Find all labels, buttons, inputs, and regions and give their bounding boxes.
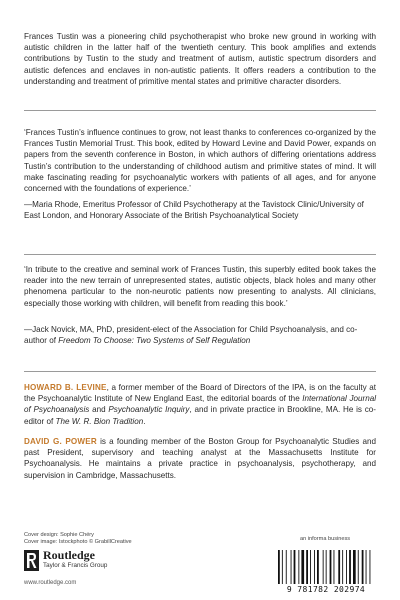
publisher-name: Routledge — [43, 548, 95, 562]
book-description: Frances Tustin was a pioneering child psychotherapist who broke new ground in working with autistic children in the latter half of the twentieth century. This book amplifies and extends contributions by Tustin to the study and treatment of autism, autistic spectrum disorders and autistic defences and enclaves in non-autistic patients. It offers readers a contribution to the understanding and treatment of primitive mental states and primitive character disorders. — [24, 32, 376, 86]
cover-credits — [24, 532, 132, 547]
divider — [24, 371, 376, 372]
review-attribution-rhode: —Maria Rhode, Emeritus Professor of Child Psychotherapy at the Tavistock Clinic/University of East London, and Honorary Associate of the British Psychoanalytical Society — [24, 200, 364, 221]
cover-image-credit: Cover image: Istockphoto © GrabillCreative — [24, 539, 132, 546]
bio-text: , a former member of the Board of Directors of the IPA, is on the faculty at the Psychoanalytic Institute of New England East, the editorial boards of the — [24, 383, 376, 404]
review-quote-rhode: ‘Frances Tustin’s influence continues to grow, not least thanks to conferences co-organized by the Frances Tustin Memorial Trust. This book, edited by Howard Levine and David Power, expands on papers from the seventh conference in Boston, in which authors of differing orientations address Tustin’s contribution to the understanding of childhood autism and primitive states of mind. It will make fascinating reading for psychoanalytic workers with patients of all ages, and for anyone concerned with the foundations of experience.’ — [24, 128, 376, 194]
journal-title: Psychoanalytic Inquiry — [108, 405, 190, 415]
isbn-barcode-icon — [276, 550, 376, 584]
journal-title: International Journal of Psychoanalysis — [24, 394, 376, 415]
informa-tagline: an informa business — [300, 536, 351, 542]
attribution-book-title: Freedom To Choose: Two Systems of Self Regulation — [58, 336, 251, 346]
attribution-text: —Jack Novick, MA, PhD, president-elect of the Association for Child Psychoanalysis, and co-author of — [24, 325, 358, 346]
divider — [24, 254, 376, 255]
cover-design-credit: Cover design: Sophie Chéry — [24, 532, 94, 538]
author-name-levine: HOWARD B. LEVINE — [24, 383, 107, 392]
publisher-group: Taylor & Francis Group — [43, 562, 108, 569]
bio-text: . — [143, 416, 146, 426]
bio-text: is a founding member of the Boston Group for Psychoanalytic Studies and past President, supervisory and teaching analyst at the Massachusetts Institute for Psychoanalysis. He maintains a private practice in psychoanalysis, psychotherapy, and supervision in Cambridge, Massachusetts. — [24, 437, 376, 480]
routledge-logo-icon — [24, 550, 39, 571]
divider — [24, 110, 376, 111]
isbn-digits: 9 781782 202974 — [286, 585, 366, 594]
publisher-url: www.routledge.com — [24, 580, 77, 586]
review-attribution-novick — [24, 324, 376, 346]
author-bio-power — [24, 436, 376, 481]
publisher-logo — [24, 549, 144, 575]
bio-text: and — [89, 405, 109, 415]
review-quote-novick: ‘In tribute to the creative and seminal work of Frances Tustin, this superbly edited book takes the reader into the new terrain of unrepresented states, autistic objects, black holes and many other phenomena particular to the non-neurotic patients now presenting to analysts. All clinicians, especially those working with children, will benefit from reading this book.’ — [24, 265, 376, 308]
book-title: The W. R. Bion Tradition — [55, 416, 144, 426]
author-bio-levine — [24, 382, 376, 427]
author-name-power: DAVID G. POWER — [24, 437, 97, 446]
bio-text: , and in private practice in Brookline, MA. He is co-editor of — [24, 405, 376, 426]
